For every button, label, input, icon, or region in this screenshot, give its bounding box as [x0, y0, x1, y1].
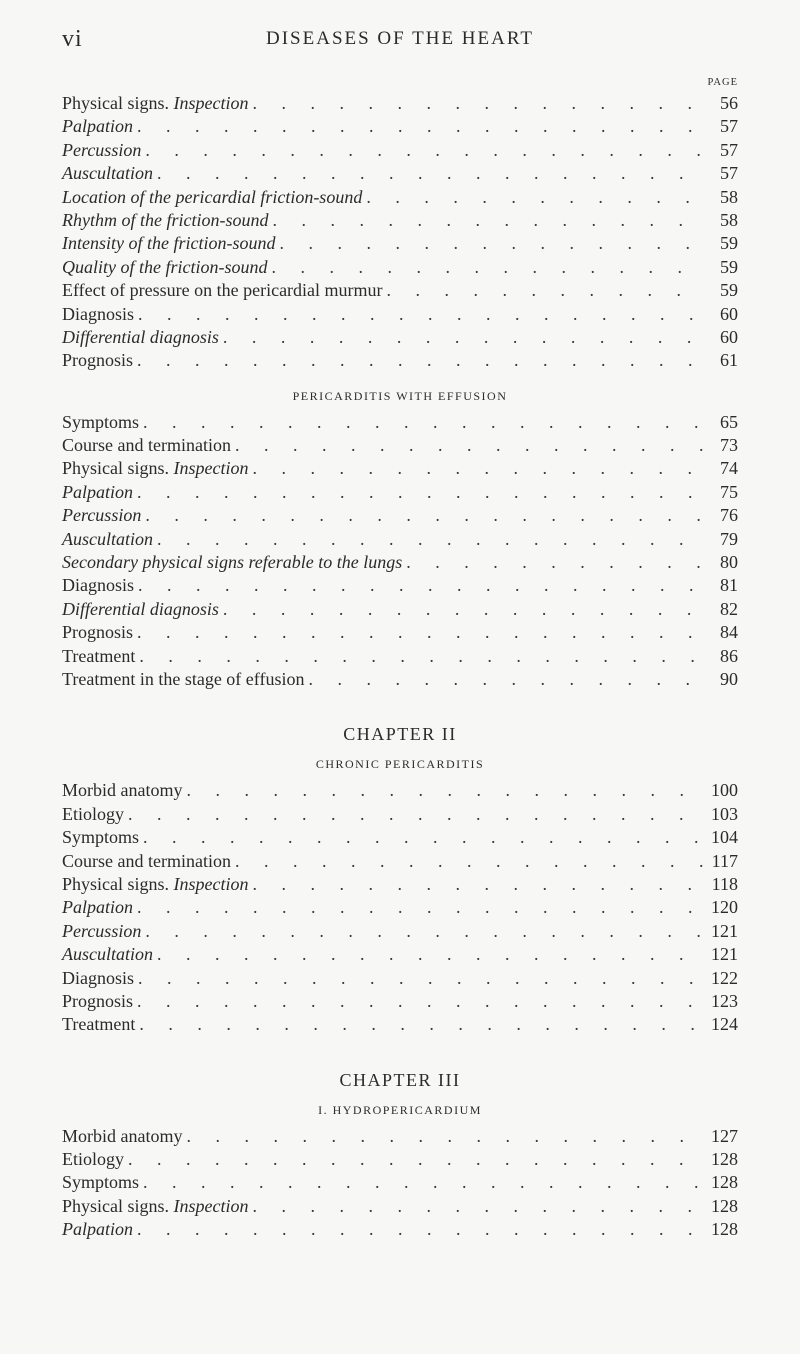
- toc-page-number: 59: [720, 233, 738, 254]
- toc-page-number: 128: [711, 1219, 738, 1240]
- dot-leader: [253, 873, 707, 896]
- toc-page-number: 121: [711, 920, 738, 941]
- toc-entry: [62, 1013, 738, 1036]
- toc-entry-title: [62, 349, 133, 372]
- toc-entry: [62, 990, 738, 1013]
- toc-entry-text: Course and termination: [62, 435, 231, 456]
- dot-leader: [253, 1195, 707, 1218]
- dot-leader: [387, 279, 706, 302]
- toc-page-number: 127: [711, 1125, 738, 1146]
- toc-entry-title: [62, 1148, 124, 1171]
- toc-page-number: 128: [711, 1149, 738, 1170]
- toc-entry: [62, 803, 738, 826]
- toc-entry: [62, 528, 738, 551]
- dot-leader: [308, 668, 706, 691]
- toc-page-number: 128: [711, 1172, 738, 1193]
- toc-entry-italic-text: Differential diagnosis: [62, 598, 219, 619]
- toc-entry-text: Physical signs.: [62, 873, 170, 894]
- toc-page-number: 100: [711, 780, 738, 801]
- dot-leader: [223, 326, 706, 349]
- toc-entry: [62, 115, 738, 138]
- toc-entry: [62, 209, 738, 232]
- toc-page-number: 123: [711, 990, 738, 1011]
- chapter-2-title: CHAPTER II: [343, 724, 457, 745]
- toc-entry: [62, 457, 738, 480]
- toc-entry-italic-text: Inspection: [173, 873, 249, 894]
- toc-entry: [62, 279, 738, 302]
- toc-entry: [62, 1125, 738, 1148]
- toc-page-number: 56: [720, 93, 738, 113]
- dot-leader: [186, 779, 706, 802]
- toc-page-number: 118: [711, 873, 738, 894]
- toc-page-number: 59: [720, 256, 738, 277]
- toc-page-number: 59: [720, 280, 738, 301]
- toc-page-number: 124: [711, 1014, 738, 1035]
- toc-entry: [62, 967, 738, 990]
- toc-entry-text: Diagnosis: [62, 575, 134, 596]
- chapter-3-title: CHAPTER III: [339, 1069, 461, 1090]
- toc-entry-text: Symptoms: [62, 1172, 140, 1193]
- toc-entry-title: [62, 504, 141, 527]
- toc-entry-title: [62, 1195, 249, 1218]
- toc-entry: [62, 779, 738, 802]
- dot-leader: [145, 139, 706, 162]
- toc-entry-italic-text: Intensity of the friction-sound: [62, 233, 276, 254]
- toc-entry-text: Morbid anatomy: [62, 1125, 183, 1146]
- toc-entry: [62, 896, 738, 919]
- toc-entry: [62, 1171, 738, 1194]
- toc-entry: [62, 873, 738, 896]
- toc-entry-italic-text: Inspection: [173, 1195, 249, 1216]
- toc-page-number: 104: [711, 827, 738, 848]
- toc-entry-italic-text: Rhythm of the friction-sound: [62, 209, 269, 230]
- dot-leader: [143, 826, 706, 849]
- toc-entry-italic-text: Percussion: [62, 505, 142, 526]
- dot-leader: [235, 850, 706, 873]
- toc-entry: [62, 826, 738, 849]
- toc-entry-text: Physical signs.: [62, 458, 170, 479]
- toc-entry: [62, 943, 738, 966]
- dot-leader: [138, 303, 706, 326]
- toc-entry-title: [62, 850, 231, 873]
- toc-entry-text: Diagnosis: [62, 303, 134, 324]
- toc-entry-title: [62, 779, 182, 802]
- toc-page-number: 117: [711, 850, 738, 871]
- toc-entry-title: [62, 528, 153, 551]
- toc-entry-text: Prognosis: [62, 622, 134, 643]
- toc-entry-title: [62, 896, 133, 919]
- toc-entry-title: [62, 990, 133, 1013]
- toc-entry-text: Morbid anatomy: [62, 780, 183, 801]
- toc-entry-italic-text: Palpation: [62, 897, 133, 918]
- dot-leader: [157, 943, 706, 966]
- chapter-3-subtitle: I. HYDROPERICARDIUM: [318, 1102, 482, 1117]
- toc-entry: [62, 504, 738, 527]
- toc-entry: [62, 326, 738, 349]
- toc-entry-title: [62, 162, 153, 185]
- toc-page-number: 58: [720, 186, 738, 207]
- toc-entry-text: Course and termination: [62, 850, 231, 871]
- toc-entry-text: Prognosis: [62, 990, 134, 1011]
- toc-entry: [62, 256, 738, 279]
- toc-entry-title: [62, 232, 275, 255]
- toc-entry-title: [62, 574, 134, 597]
- dot-leader: [143, 1171, 706, 1194]
- toc-entry-title: [62, 209, 268, 232]
- toc-page-number: 60: [720, 326, 738, 347]
- toc-entry: [62, 1148, 738, 1171]
- toc-entry-title: [62, 668, 304, 691]
- toc-entry-title: [62, 256, 267, 279]
- dot-leader: [253, 92, 707, 115]
- toc-entry-italic-text: Differential diagnosis: [62, 326, 219, 347]
- dot-leader: [186, 1125, 706, 1148]
- toc-entry-italic-text: Inspection: [173, 458, 249, 479]
- dot-leader: [137, 481, 706, 504]
- dot-leader: [139, 1013, 706, 1036]
- toc-page-number: 90: [720, 668, 738, 689]
- toc-section-chronic: [62, 779, 738, 1036]
- toc-entry-title: [62, 943, 153, 966]
- dot-leader: [271, 256, 706, 279]
- toc-entry-title: [62, 1013, 135, 1036]
- dot-leader: [253, 457, 707, 480]
- toc-entry-text: Etiology: [62, 803, 124, 824]
- toc-entry-title: [62, 434, 231, 457]
- toc-entry-title: [62, 598, 219, 621]
- dot-leader: [138, 967, 706, 990]
- toc-entry-title: [62, 873, 249, 896]
- toc-entry-title: [62, 826, 139, 849]
- toc-entry-italic-text: Percussion: [62, 920, 142, 941]
- toc-entry: [62, 920, 738, 943]
- toc-entry-text: Prognosis: [62, 350, 134, 371]
- toc-entry-title: [62, 621, 133, 644]
- section-heading-effusion: PERICARDITIS WITH EFFUSION: [292, 388, 508, 403]
- toc-entry-text: Effect of pressure on the pericardial murmur: [62, 280, 383, 301]
- running-head-title: DISEASES OF THE HEART: [266, 28, 534, 49]
- toc-entry-text: Symptoms: [62, 411, 140, 432]
- toc-entry-text: Symptoms: [62, 827, 140, 848]
- dot-leader: [272, 209, 706, 232]
- toc-entry: [62, 551, 738, 574]
- dot-leader: [157, 162, 706, 185]
- toc-page-number: 60: [720, 303, 738, 324]
- toc-entry-italic-text: Secondary physical signs referable to the lungs: [62, 552, 403, 573]
- toc-entry-text: Treatment: [62, 645, 136, 666]
- toc-entry-title: [62, 803, 124, 826]
- toc-entry-title: [62, 411, 139, 434]
- dot-leader: [143, 411, 706, 434]
- toc-entry-italic-text: Inspection: [173, 93, 249, 113]
- toc-entry-text: Treatment: [62, 1014, 136, 1035]
- toc-entry: [62, 349, 738, 372]
- dot-leader: [138, 574, 706, 597]
- toc-entry-title: [62, 1218, 133, 1241]
- toc-page-number: 120: [711, 897, 738, 918]
- toc-entry-title: [62, 326, 219, 349]
- toc-entry: [62, 232, 738, 255]
- dot-leader: [128, 803, 706, 826]
- toc-page-number: 122: [711, 967, 738, 988]
- toc-page-number: 65: [720, 411, 738, 432]
- toc-page-number: 80: [720, 552, 738, 573]
- toc-entry-italic-text: Auscultation: [62, 163, 153, 184]
- chapter-2-subtitle: CHRONIC PERICARDITIS: [315, 757, 485, 772]
- toc-entry: [62, 598, 738, 621]
- dot-leader: [137, 896, 706, 919]
- page-column-label: PAGE: [707, 77, 738, 88]
- toc-entry-text: Treatment in the stage of effusion: [62, 668, 305, 689]
- page-folio: vi: [62, 26, 83, 52]
- toc-entry: [62, 481, 738, 504]
- toc-entry: [62, 574, 738, 597]
- toc-page-number: 58: [720, 209, 738, 230]
- toc-entry-title: [62, 303, 134, 326]
- toc-entry-title: [62, 481, 133, 504]
- dot-leader: [157, 528, 706, 551]
- toc-entry-italic-text: Palpation: [62, 481, 133, 502]
- toc-entry: [62, 668, 738, 691]
- toc-entry: [62, 92, 738, 115]
- toc-entry-title: [62, 279, 383, 302]
- toc-entry-title: [62, 457, 249, 480]
- toc-entry-title: [62, 139, 141, 162]
- toc-entry: [62, 434, 738, 457]
- toc-section-acute: [62, 92, 738, 373]
- toc-page-number: 57: [720, 139, 738, 160]
- toc-section-effusion: [62, 411, 738, 692]
- toc-entry: [62, 645, 738, 668]
- dot-leader: [145, 920, 706, 943]
- toc-entry-title: [62, 1171, 139, 1194]
- toc-entry-title: [62, 1125, 182, 1148]
- toc-entry: [62, 139, 738, 162]
- toc-entry-title: [62, 967, 134, 990]
- toc-entry-title: [62, 645, 135, 668]
- toc-section-hydropericardium: [62, 1125, 738, 1242]
- dot-leader: [139, 645, 706, 668]
- toc-entry-italic-text: Location of the pericardial friction-sound: [62, 186, 363, 207]
- dot-leader: [137, 115, 706, 138]
- dot-leader: [223, 598, 706, 621]
- toc-page-number: 57: [720, 116, 738, 137]
- toc-entry-italic-text: Palpation: [62, 1219, 133, 1240]
- toc-entry: [62, 1195, 738, 1218]
- toc-entry-text: Etiology: [62, 1149, 124, 1170]
- toc-entry-italic-text: Palpation: [62, 116, 133, 137]
- toc-page-number: 57: [720, 163, 738, 184]
- dot-leader: [128, 1148, 706, 1171]
- toc-entry-title: [62, 115, 133, 138]
- toc-entry-text: Diagnosis: [62, 967, 134, 988]
- toc-entry: [62, 850, 738, 873]
- toc-page-number: 82: [720, 598, 738, 619]
- toc-page-number: 73: [720, 435, 738, 456]
- toc-entry: [62, 186, 738, 209]
- toc-entry: [62, 162, 738, 185]
- toc-entry: [62, 411, 738, 434]
- toc-entry-italic-text: Quality of the friction-sound: [62, 256, 268, 277]
- toc-page-number: 76: [720, 505, 738, 526]
- toc-page-number: 121: [711, 944, 738, 965]
- toc-entry-italic-text: Auscultation: [62, 528, 153, 549]
- toc-page-number: 79: [720, 528, 738, 549]
- toc-page-number: 103: [711, 803, 738, 824]
- toc-page-number: 75: [720, 481, 738, 502]
- toc-page-number: 84: [720, 622, 738, 643]
- toc-entry-italic-text: Percussion: [62, 139, 142, 160]
- toc-entry: [62, 1218, 738, 1241]
- toc-page-number: 128: [711, 1195, 738, 1216]
- toc-page-number: 86: [720, 645, 738, 666]
- toc-entry-text: Physical signs.: [62, 93, 170, 113]
- dot-leader: [366, 186, 706, 209]
- toc-entry-title: [62, 920, 141, 943]
- running-head: [62, 26, 738, 56]
- dot-leader: [137, 349, 706, 372]
- toc-entry: [62, 621, 738, 644]
- dot-leader: [137, 1218, 706, 1241]
- toc-page-number: 74: [720, 458, 738, 479]
- dot-leader: [137, 990, 706, 1013]
- toc-entry-title: [62, 92, 249, 115]
- dot-leader: [406, 551, 706, 574]
- toc-entry-text: Physical signs.: [62, 1195, 170, 1216]
- table-of-contents: [62, 76, 738, 1242]
- toc-page-number: 61: [720, 350, 738, 371]
- toc-entry: [62, 303, 738, 326]
- dot-leader: [137, 621, 706, 644]
- toc-entry-title: [62, 186, 362, 209]
- toc-entry-italic-text: Auscultation: [62, 944, 153, 965]
- toc-entry-title: [62, 551, 402, 574]
- toc-page-number: 81: [720, 575, 738, 596]
- dot-leader: [145, 504, 706, 527]
- dot-leader: [235, 434, 706, 457]
- dot-leader: [279, 232, 706, 255]
